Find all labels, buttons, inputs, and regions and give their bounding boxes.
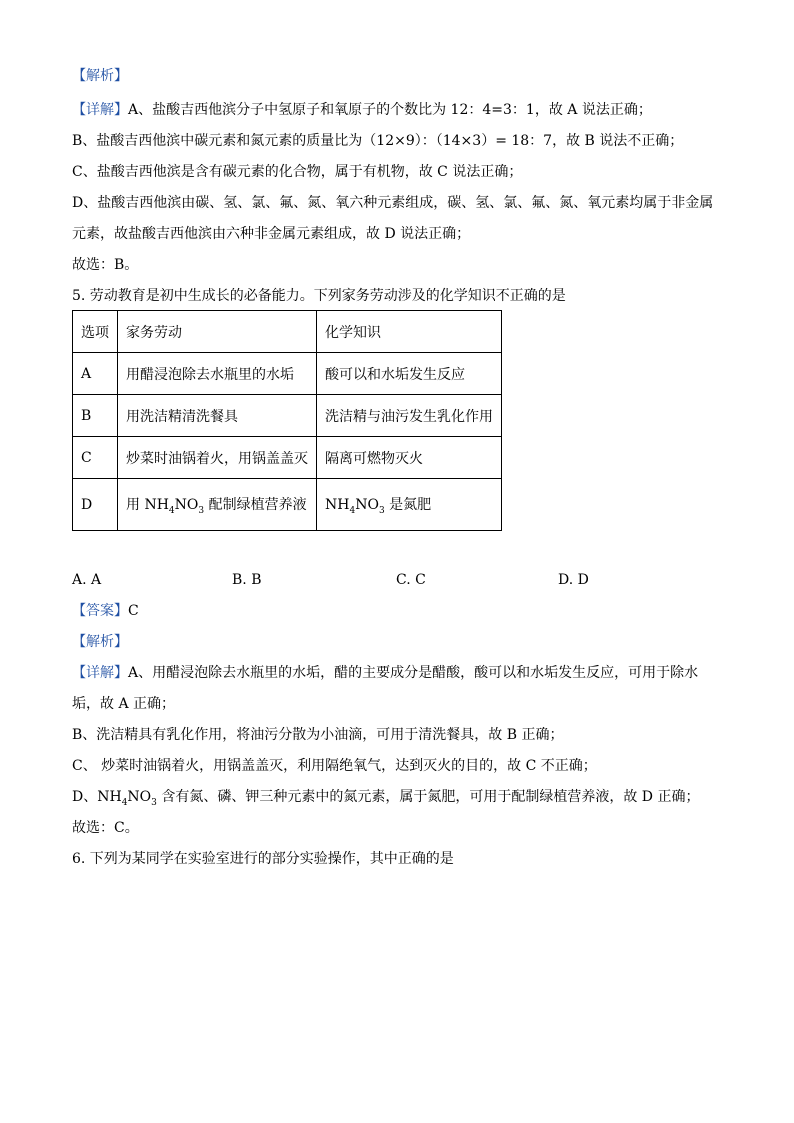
q5-line-d-mid: NO	[127, 789, 152, 805]
option-d: D. D	[558, 572, 589, 588]
q5-detail-a1	[72, 663, 698, 683]
q4-analysis-tag: 【解析】	[72, 68, 128, 84]
table-header-cell: 家务劳动	[118, 311, 317, 353]
subscript: 4	[168, 505, 175, 516]
q5-line-c: C、 炒菜时油锅着火，用锅盖盖灭，利用隔绝氧气，达到灭火的目的，故 C 不正确；	[72, 758, 597, 774]
table-cell-option: A	[73, 353, 118, 395]
q4-detail-tag: 【详解】	[72, 102, 128, 118]
q4-choose: 故选：B。	[72, 257, 139, 273]
q4-detail-a-text: A、盐酸吉西他滨分子中氢原子和氧原子的个数比为 12：4=3：1，故 A 说法正确；	[128, 102, 652, 118]
q5-line-d	[72, 787, 699, 813]
labor-text-pre: 用 NH	[126, 496, 169, 513]
table-row	[73, 353, 502, 395]
table-header-row	[73, 311, 502, 353]
q5-line-d-post: 含有氮、磷、钾三种元素中的氮元素，属于氮肥，可用于配制绿植营养液，故 D 正确；	[156, 789, 700, 805]
subscript: 3	[378, 505, 385, 516]
q5-detail-tag: 【详解】	[72, 665, 128, 681]
table-cell-option: B	[73, 395, 118, 437]
q6-question: 6. 下列为某同学在实验室进行的部分实验操作，其中正确的是	[72, 851, 454, 867]
q5-analysis-tag: 【解析】	[72, 634, 128, 650]
knowledge-text-pre: NH	[325, 496, 350, 513]
table-cell-knowledge	[317, 479, 502, 531]
option-c: C. C	[396, 572, 426, 588]
option-b: B. B	[232, 572, 262, 588]
q5-choose: 故选：C。	[72, 820, 139, 836]
q4-line-d1: D、盐酸吉西他滨由碳、氢、氯、氟、氮、氧六种元素组成，碳、氢、氯、氟、氮、氧元素均属于非金属	[72, 195, 714, 211]
subscript: 3	[151, 797, 157, 808]
q5-answer-tag: 【答案】	[72, 603, 128, 619]
table-header-cell: 化学知识	[317, 311, 502, 353]
q5-detail-a1-text: A、用醋浸泡除去水瓶里的水垢，醋的主要成分是醋酸，酸可以和水垢发生反应，可用于除水	[128, 665, 699, 681]
table-cell-labor: 用醋浸泡除去水瓶里的水垢	[118, 353, 317, 395]
table-header-cell: 选项	[73, 311, 118, 353]
q5-options	[72, 570, 672, 590]
table-row	[73, 479, 502, 531]
subscript: 3	[198, 505, 205, 516]
q5-detail-a2: 垢，故 A 正确；	[72, 696, 176, 712]
table-cell-knowledge: 隔离可燃物灭火	[317, 437, 502, 479]
table-cell-labor: 炒菜时油锅着火，用锅盖盖灭	[118, 437, 317, 479]
q5-line-d-pre: D、NH	[72, 789, 122, 805]
labor-text-post: 配制绿植营养液	[204, 496, 307, 513]
table-row	[73, 437, 502, 479]
table-cell-knowledge: 洗洁精与油污发生乳化作用	[317, 395, 502, 437]
table-cell-option: D	[73, 479, 118, 531]
q5-question: 5. 劳动教育是初中生成长的必备能力。下列家务劳动涉及的化学知识不正确的是	[72, 288, 566, 304]
subscript: 4	[349, 505, 356, 516]
table-cell-labor: 用洗洁精清洗餐具	[118, 395, 317, 437]
subscript: 4	[121, 797, 128, 808]
q4-detail-a	[72, 100, 652, 120]
q5-answer-value: C	[128, 603, 139, 619]
knowledge-text-post: 是氮肥	[384, 496, 432, 513]
table-row	[73, 395, 502, 437]
q4-line-d2: 元素，故盐酸吉西他滨由六种非金属元素组成，故 D 说法正确；	[72, 226, 471, 242]
q4-line-c: C、盐酸吉西他滨是含有碳元素的化合物，属于有机物，故 C 说法正确；	[72, 164, 523, 180]
q4-line-b: B、盐酸吉西他滨中碳元素和氮元素的质量比为（12×9）：（14×3）= 18：7，故 B 说法不正确；	[72, 133, 684, 149]
table-cell-labor	[118, 479, 317, 531]
q5-line-b: B、洗洁精具有乳化作用，将油污分散为小油滴，可用于清洗餐具，故 B 正确；	[72, 727, 564, 743]
knowledge-text-mid: NO	[355, 496, 379, 513]
table-cell-option: C	[73, 437, 118, 479]
q5-answer	[72, 601, 139, 621]
labor-text-mid: NO	[174, 496, 199, 513]
q5-table	[72, 310, 502, 531]
table-cell-knowledge: 酸可以和水垢发生反应	[317, 353, 502, 395]
option-a: A. A	[72, 572, 102, 588]
